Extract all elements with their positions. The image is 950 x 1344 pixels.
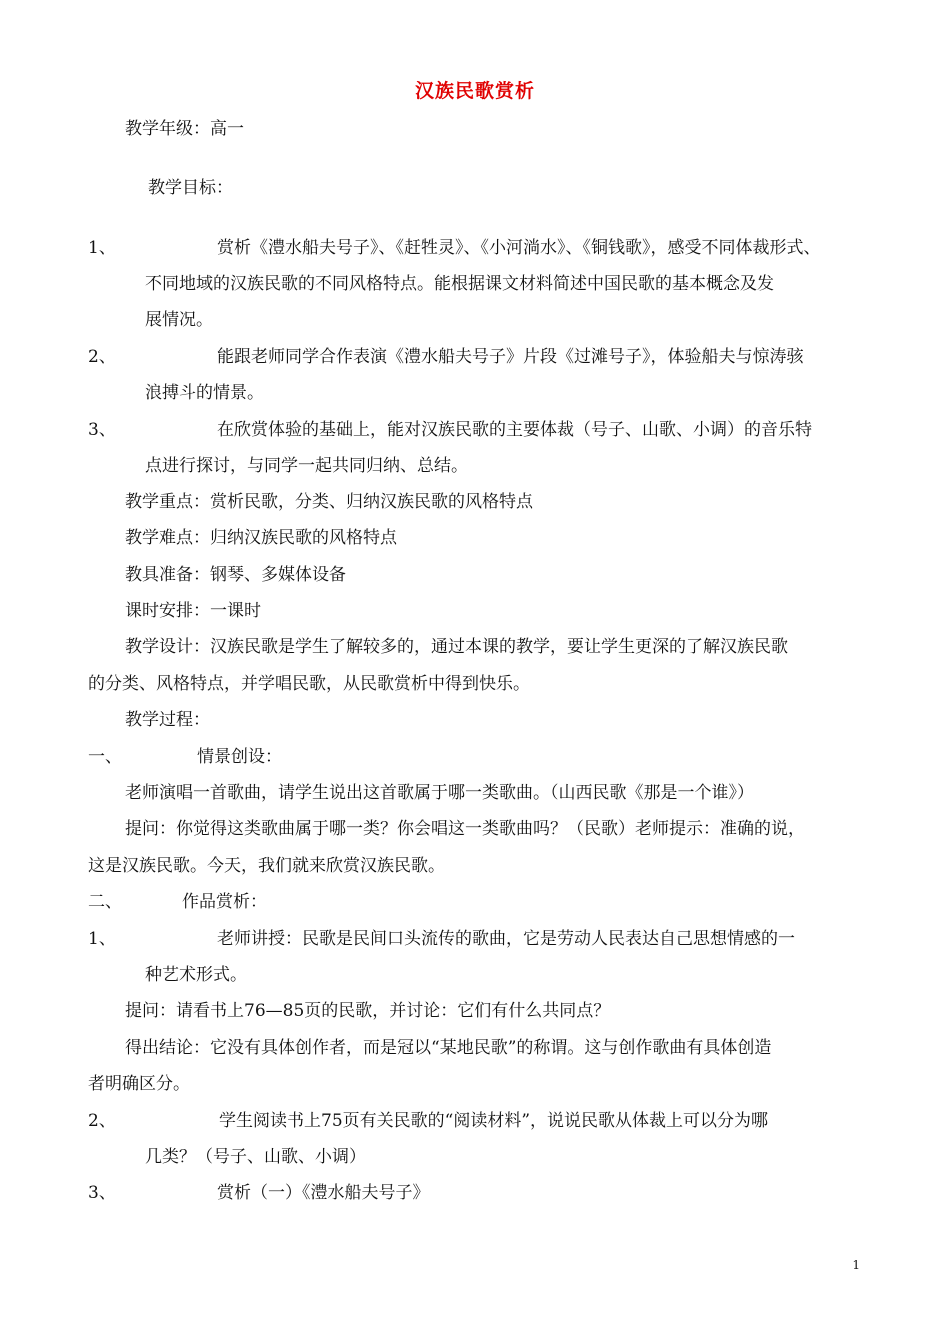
goal-text: 赏析《澧水船夫号子》、《赶牲灵》、《小河淌水》、《铜钱歌》，感受不同体裁形式、 (217, 238, 821, 258)
section-number: 二、 (88, 892, 122, 912)
goal-number: 1、 (88, 238, 116, 258)
design-text: 的分类、风格特点，并学唱民歌，从民歌赏析中得到快乐。 (88, 674, 530, 694)
page-number: 1 (852, 1258, 860, 1272)
item-text: 几类？（号子、山歌、小调） (145, 1147, 366, 1167)
item-text: 学生阅读书上75页有关民歌的“阅读材料”，说说民歌从体裁上可以分为哪 (219, 1111, 769, 1131)
goal-number: 3、 (88, 420, 116, 440)
goal-text: 浪搏斗的情景。 (145, 383, 264, 403)
goal-number: 2、 (88, 347, 116, 367)
item-text: 赏析（一）《澧水船夫号子》 (217, 1183, 430, 1203)
item-number: 2、 (88, 1111, 116, 1131)
item-number: 1、 (88, 929, 116, 949)
difficulty: 教学难点：归纳汉族民歌的风格特点 (125, 528, 397, 548)
process-heading: 教学过程： (125, 710, 210, 730)
materials: 教具准备：钢琴、多媒体设备 (125, 565, 346, 585)
grade-line: 教学年级：高一 (125, 119, 244, 139)
section-title: 作品赏析： (182, 892, 267, 912)
page-title: 汉族民歌赏析 (414, 80, 535, 102)
paragraph: 得出结论：它没有具体创作者，而是冠以“某地民歌”的称谓。这与创作歌曲有具体创造 (125, 1038, 772, 1058)
paragraph: 这是汉族民歌。今天，我们就来欣赏汉族民歌。 (88, 856, 445, 876)
goal-text: 不同地域的汉族民歌的不同风格特点。能根据课文材料简述中国民歌的基本概念及发 (145, 274, 774, 294)
item-number: 3、 (88, 1183, 116, 1203)
design-text: 教学设计：汉族民歌是学生了解较多的，通过本课的教学，要让学生更深的了解汉族民歌 (125, 637, 788, 657)
paragraph: 老师演唱一首歌曲，请学生说出这首歌属于哪一类歌曲。（山西民歌《那是一个谁》） (125, 783, 754, 803)
key-point: 教学重点：赏析民歌，分类、归纳汉族民歌的风格特点 (125, 492, 533, 512)
goal-text: 展情况。 (145, 310, 213, 330)
goals-heading: 教学目标： (148, 178, 233, 198)
goal-text: 能跟老师同学合作表演《澧水船夫号子》片段《过滩号子》，体验船夫与惊涛骇 (217, 347, 804, 367)
paragraph: 提问：你觉得这类歌曲属于哪一类？你会唱这一类歌曲吗？（民歌）老师提示：准确的说， (125, 819, 805, 839)
schedule: 课时安排：一课时 (125, 601, 261, 621)
item-text: 种艺术形式。 (145, 965, 247, 985)
paragraph: 者明确区分。 (88, 1074, 190, 1094)
section-number: 一、 (88, 747, 122, 767)
paragraph: 提问：请看书上76—85页的民歌，并讨论：它们有什么共同点？ (125, 1001, 611, 1021)
goal-text: 在欣赏体验的基础上，能对汉族民歌的主要体裁（号子、山歌、小调）的音乐特 (217, 420, 812, 440)
item-text: 老师讲授：民歌是民间口头流传的歌曲，它是劳动人民表达自己思想情感的一 (217, 929, 795, 949)
goal-text: 点进行探讨，与同学一起共同归纳、总结。 (145, 456, 468, 476)
section-title: 情景创设： (197, 747, 282, 767)
